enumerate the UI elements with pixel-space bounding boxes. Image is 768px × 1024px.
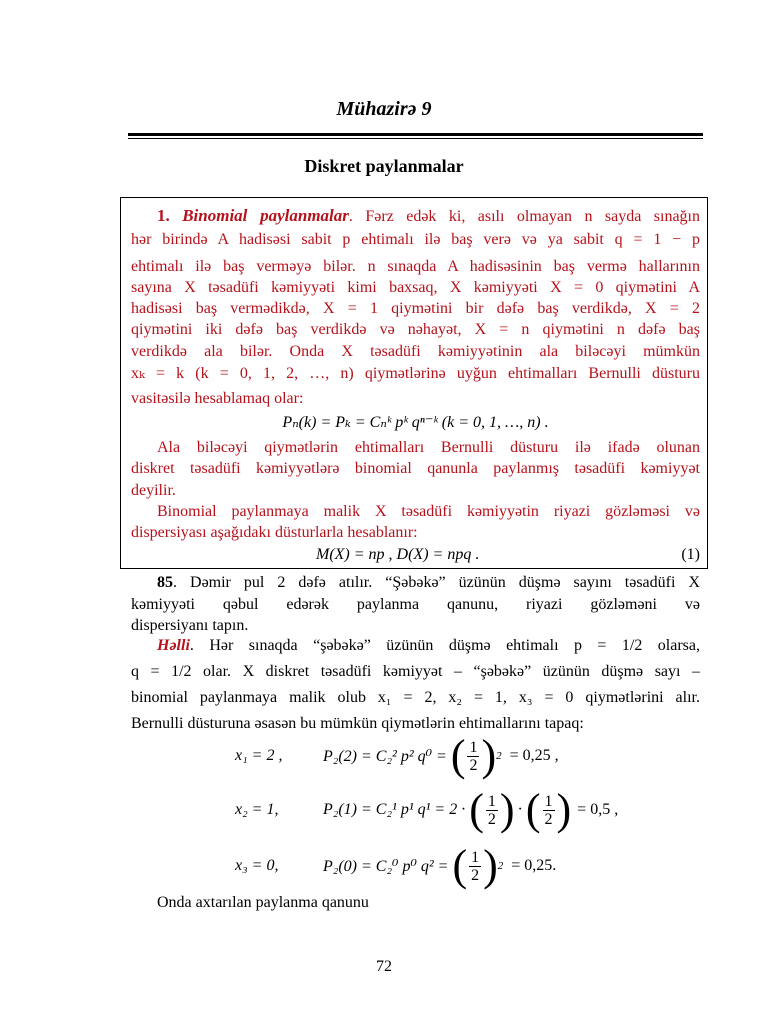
box-para2-line-2: diskret təsadüfi kəmiyyətlərə binomial qanunla paylanmış təsadüfi kəmiyyət (131, 460, 700, 477)
problem-line-1 (131, 573, 700, 593)
formula-number: (1) (681, 546, 700, 563)
half-fraction: $\frac{1}{2}$ (487, 792, 496, 828)
problem-line-3: dispersiyanı tapın. (131, 617, 249, 634)
problem-number: 85 (157, 574, 173, 591)
solution-line-3: binomial paylanmaya malik olub x₁ = 2, x₂ = 1, x₃ = 0 qiymətlərini alır. (131, 689, 700, 706)
calc-x-3: x₃ = 0, (235, 857, 279, 874)
box-line-3: sayına X təsadüfi kəmiyyəti kimi baxsaq, X kəmiyyəti X = 0 qiymətini A (131, 279, 700, 296)
box-heading: Binomial paylanmalar (182, 206, 349, 225)
box-line-1: hər birində A hadisəsi sabit p ehtimalı ilə baş verə və ya sabit q = 1 − p (131, 231, 700, 248)
conclusion-line: Onda axtarılan paylanma qanunu (157, 894, 369, 911)
box-para3-line-2: dispersiyası aşağıdakı düsturlarla hesablanır: (131, 524, 418, 541)
calc-p-3: P₂(0) = C₂⁰ p⁰ q² = (323, 858, 449, 875)
solution-line-2: q = 1/2 olar. X diskret təsadüfi kəmiyyət – “şəbəkə” üzünün düşmə sayı – (131, 663, 700, 680)
box-heading-line (131, 206, 700, 227)
calc-result-2: = 0,5 , (577, 801, 619, 818)
problem-text-1: . Dəmir pul 2 dəfə atılır. “Şəbəkə” üzünün düşmə sayını təsadüfi X (173, 574, 700, 591)
calc-row-1: x₁ = 2 , P₂(2) = C₂² p² q⁰ = ( $\frac{1}{2}$ ) 2 = 0,25 , (235, 731, 559, 780)
box-heading-rest: . Fərz edək ki, asılı olmayan n sayda sınağın (348, 208, 700, 225)
moments-formula: M(X) = np , D(X) = npq . (316, 546, 480, 563)
box-para2-line-1: Ala biləcəyi qiymətlərin ehtimalları Bernulli düsturu ilə ifadə olunan (157, 439, 700, 456)
half-fraction: $\frac{1}{2}$ (471, 848, 480, 884)
box-line-7: xₖ = k (k = 0, 1, 2, …, n) qiymətlərinə uyğun ehtimalları Bernulli düsturu (131, 365, 700, 382)
exponent-2: 2 (496, 750, 502, 762)
title-rule-thick (128, 133, 703, 136)
box-line-5: qiymətini iki dəfə baş verdikdə və nəhayət, X = n qiymətini n dəfə baş (131, 321, 700, 338)
solution-line-4: Bernulli düsturuna əsasən bu mümkün qiymətlərin ehtimallarını tapaq: (131, 715, 584, 732)
box-line-8: vasitəsilə hesablamaq olar: (131, 390, 304, 407)
calc-x-2: x₂ = 1, (235, 801, 279, 818)
solution-label: Həlli (157, 637, 190, 654)
box-heading-number: 1. (157, 206, 170, 225)
calc-result-3: = 0,25. (511, 857, 557, 874)
calc-p-2: P₂(1) = C₂¹ p¹ q¹ = 2 · (323, 801, 466, 818)
box-line-4: hadisəsi baş vermədikdə, X = 1 qiymətini bir dəfə baş verdikdə, X = 2 (131, 300, 700, 317)
page-number: 72 (376, 958, 392, 975)
chapter-title: Mühazirə 9 (336, 98, 432, 120)
half-fraction: $\frac{1}{2}$ (469, 738, 478, 774)
calc-row-3: x₃ = 0, P₂(0) = C₂⁰ p⁰ q² = ( $\frac{1}{2}$ ) 2 = 0,25. (235, 841, 557, 890)
box-para2-line-3: deyilir. (131, 482, 176, 499)
solution-text-1: . Hər sınaqda “şəbəkə” üzünün düşmə ehtimalı p = 1/2 olarsa, (189, 637, 700, 654)
exponent-2: 2 (497, 860, 504, 872)
box-line-6: verdikdə ala bilər. Onda X təsadüfi kəmiyyətinin ala biləcəyi mümkün (131, 343, 700, 360)
calc-p-1: P₂(2) = C₂² p² q⁰ = (323, 748, 447, 765)
box-para3-line-1: Binomial paylanmaya malik X təsadüfi kəmiyyətin riyazi gözləməsi və (157, 503, 700, 520)
half-fraction: $\frac{1}{2}$ (544, 792, 553, 828)
box-line-2: ehtimalı ilə baş verməyə bilər. n sınaqda A hadisəsinin baş vermə hallarının (131, 258, 700, 275)
calc-x-1: x₁ = 2 , (235, 747, 283, 764)
section-title: Diskret paylanmalar (304, 156, 464, 176)
calc-result-1: = 0,25 , (509, 747, 559, 764)
solution-line-1 (131, 636, 700, 656)
problem-line-2: kəmiyyəti qəbul edərək paylanma qanunu, riyazi gözləməni və (131, 596, 700, 613)
bernoulli-formula: Pₙ(k) = Pₖ = Cₙᵏ pᵏ qⁿ⁻ᵏ (k = 0, 1, …, n) . (282, 414, 549, 431)
calc-row-2: x₂ = 1, P₂(1) = C₂¹ p¹ q¹ = 2 · ( $\frac{1}{2}$ ) · ( $\frac{1}{2}$ ) = 0,5 , (235, 785, 619, 834)
title-rule-thin (128, 138, 703, 139)
